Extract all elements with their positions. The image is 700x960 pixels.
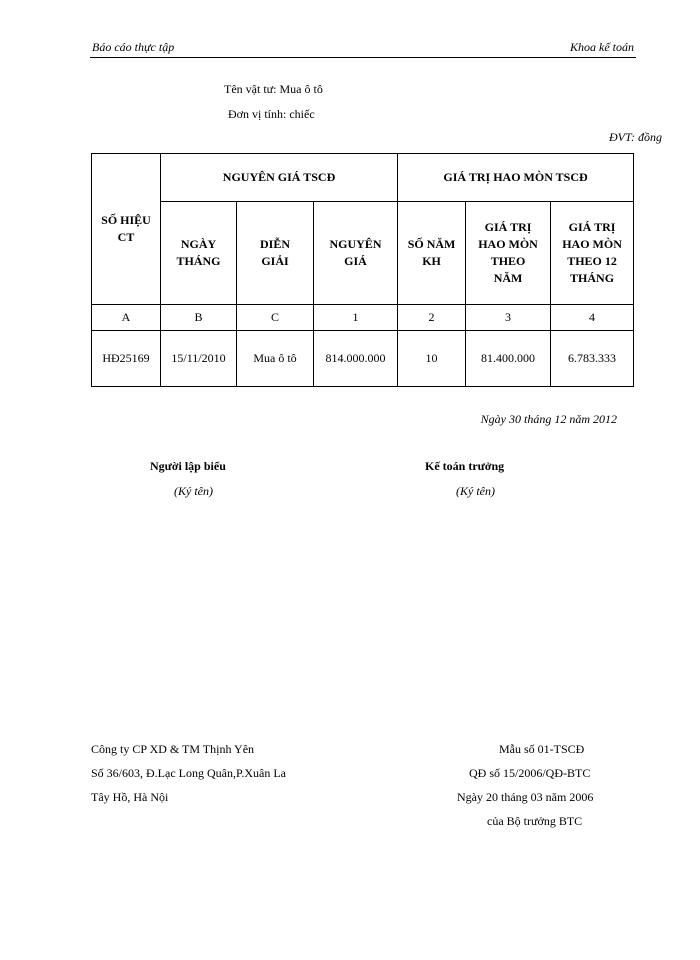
report-date: Ngày 30 tháng 12 năm 2012	[480, 412, 617, 426]
code-cell: B	[161, 305, 237, 331]
item-name: Tên vật tư: Mua ô tô	[224, 82, 323, 96]
issuer: của Bộ trưởng BTC	[487, 814, 583, 828]
cell-so-nam: 10	[398, 331, 466, 387]
cell-nguyen-gia: 814.000.000	[314, 331, 398, 387]
col-so-hieu-ct: SỐ HIỆU CT	[92, 154, 161, 305]
code-cell: 2	[398, 305, 466, 331]
item-unit: Đơn vị tính: chiếc	[228, 107, 315, 121]
code-cell: 1	[314, 305, 398, 331]
col-hao-mon-12-thang: GIÁ TRỊ HAO MÒN THEO 12 THÁNG	[551, 202, 634, 305]
preparer-title: Người lập biểu	[150, 459, 226, 473]
cell-hao-mon-12-thang: 6.783.333	[551, 331, 634, 387]
decision-date: Ngày 20 tháng 03 năm 2006	[457, 790, 594, 804]
cell-dien-giai: Mua ô tô	[237, 331, 314, 387]
preparer-sign-note: (Ký tên)	[174, 484, 213, 498]
col-ngay-thang: NGÀY THÁNG	[161, 202, 237, 305]
chief-accountant-sign-note: (Ký tên)	[456, 484, 495, 498]
asset-depreciation-table	[91, 153, 634, 387]
code-cell: 4	[551, 305, 634, 331]
cell-hao-mon-nam: 81.400.000	[466, 331, 551, 387]
chief-accountant-title: Kế toán trưởng	[425, 459, 505, 473]
form-number: Mẫu số 01-TSCĐ	[499, 742, 585, 756]
decision-number: QĐ số 15/2006/QĐ-BTC	[469, 766, 591, 780]
col-nguyen-gia: NGUYÊN GIÁ	[314, 202, 398, 305]
currency-note: ĐVT: đồng	[608, 130, 662, 144]
col-hao-mon-nam: GIÁ TRỊ HAO MÒN THEO NĂM	[466, 202, 551, 305]
cell-ngay-thang: 15/11/2010	[161, 331, 237, 387]
code-cell: A	[92, 305, 161, 331]
company-address: Số 36/603, Đ.Lạc Long Quân,P.Xuân La	[91, 766, 286, 780]
header-divider	[90, 57, 636, 58]
header-left-title: Báo cáo thực tập	[92, 40, 175, 54]
header-right-title: Khoa kế toán	[570, 40, 634, 54]
group-nguyen-gia: NGUYÊN GIÁ TSCĐ	[161, 154, 398, 202]
table-row	[92, 331, 634, 387]
group-hao-mon: GIÁ TRỊ HAO MÒN TSCĐ	[398, 154, 634, 202]
code-cell: C	[237, 305, 314, 331]
col-so-nam-kh: SỐ NĂM KH	[398, 202, 466, 305]
col-dien-giai: DIỄN GIẢI	[237, 202, 314, 305]
code-cell: 3	[466, 305, 551, 331]
code-row	[92, 305, 634, 331]
company-name: Công ty CP XD & TM Thịnh Yên	[91, 742, 255, 756]
cell-so-hieu: HĐ25169	[92, 331, 161, 387]
company-city: Tây Hồ, Hà Nội	[91, 790, 169, 804]
